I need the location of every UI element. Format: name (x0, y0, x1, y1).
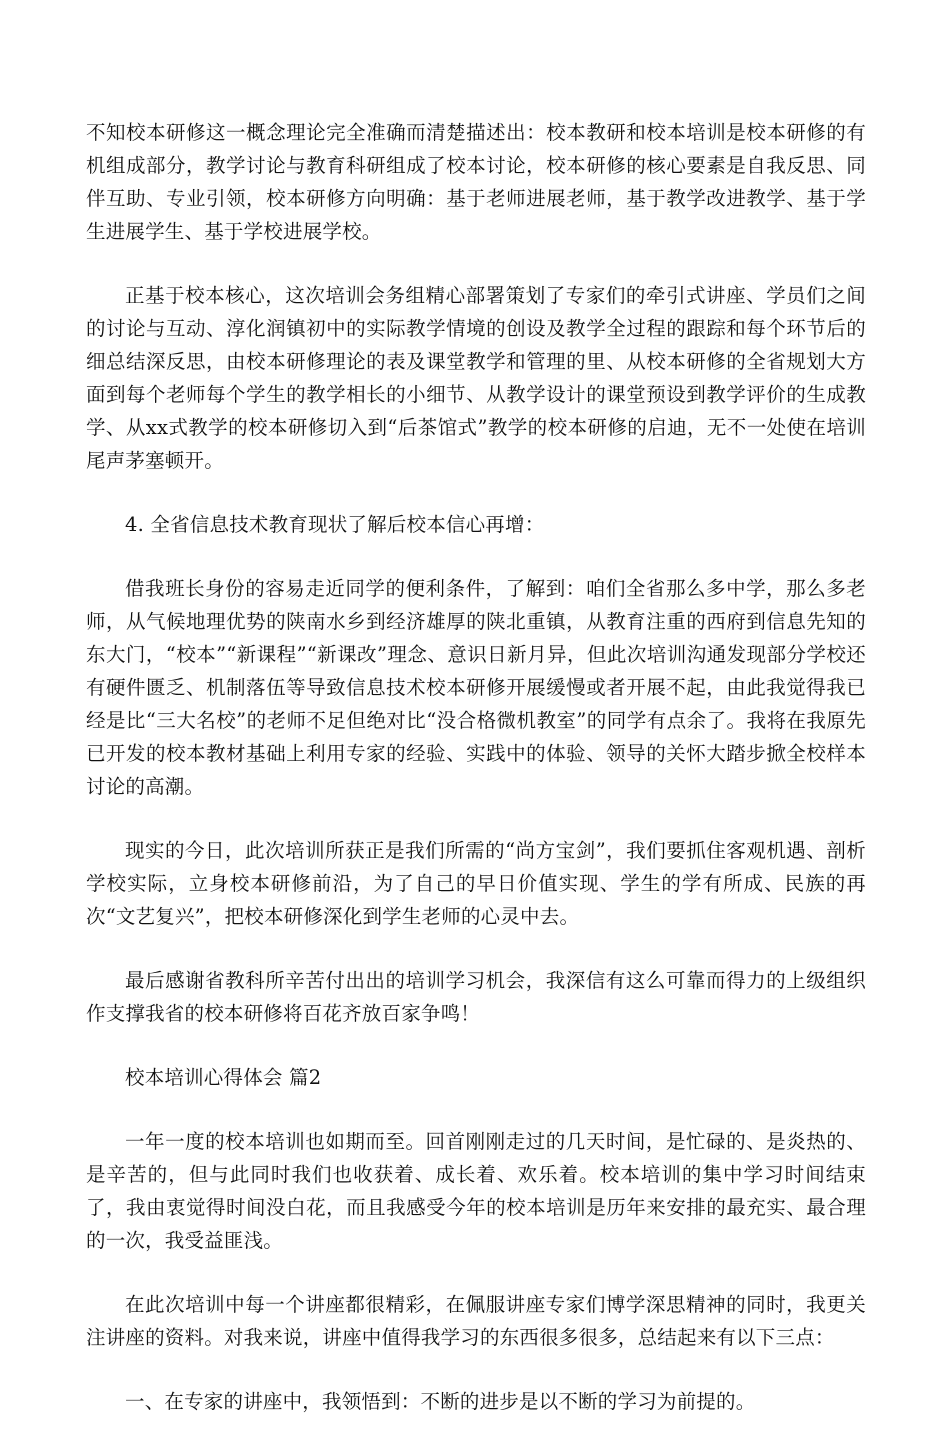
section-heading-4: 4. 全省信息技术教育现状了解后校本信心再增： (125, 513, 545, 536)
article-title-part-2: 校本培训心得体会 篇2 (125, 1066, 322, 1089)
document-page (86, 116, 866, 1449)
paragraph-5: 最后感谢省教科所辛苦付出出的培训学习机会，我深信有这么可靠而得力的上级组织作支撑我省的校本研修将百花齐放百家争鸣！ (86, 969, 866, 1025)
paragraph-2: 正基于校本核心，这次培训会务组精心部署策划了专家们的牵引式讲座、学员们之间的讨论与互动、淳化润镇初中的实际教学情境的创设及教学全过程的跟踪和每个环节后的细总结深反思，由校本研修理论的表及课堂教学和管理的里、从校本研修的全省规划大方面到每个老师每个学生的教学相长的小细节、从教学设计的课堂预设到教学评价的生成教学、从xx式教学的校本研修切入到“后茶馆式”教学的校本研修的启迪，无不一处使在培训尾声茅塞顿开。 (86, 284, 866, 472)
paragraph-4: 现实的今日，此次培训所获正是我们所需的“尚方宝剑”，我们要抓住客观机遇、剖析学校实际，立身校本研修前沿，为了自己的早日价值实现、学生的学有所成、民族的再次“文艺复兴”，把校本研修深化到学生老师的心灵中去。 (86, 839, 866, 928)
paragraph-6: 一年一度的校本培训也如期而至。回首刚刚走过的几天时间，是忙碌的、是炎热的、是辛苦的，但与此同时我们也收获着、成长着、欢乐着。校本培训的集中学习时间结束了，我由衷觉得时间没白花，而且我感受今年的校本培训是历年来安排的最充实、最合理的一次，我受益匪浅。 (86, 1130, 866, 1252)
paragraph-3: 借我班长身份的容易走近同学的便利条件，了解到：咱们全省那么多中学，那么多老师，从气候地理优势的陕南水乡到经济雄厚的陕北重镇，从教育注重的西府到信息先知的东大门，“校本”“新课程”“新课改”理念、意识日新月异，但此次培训沟通发现部分学校还有硬件匮乏、机制落伍等导致信息技术校本研修开展缓慢或者开展不起，由此我觉得我已经是比“三大名校”的老师不足但绝对比“没合格微机教室”的同学有点余了。我将在我原先已开发的校本教材基础上利用专家的经验、实践中的体验、领导的关怀大踏步掀全校样本讨论的高潮。 (86, 577, 866, 798)
paragraph-7: 在此次培训中每一个讲座都很精彩，在佩服讲座专家们博学深思精神的同时，我更关注讲座的资料。对我来说，讲座中值得我学习的东西很多很多，总结起来有以下三点： (86, 1293, 866, 1349)
paragraph-1: 不知校本研修这一概念理论完全准确而清楚描述出：校本教研和校本培训是校本研修的有机组成部分，教学讨论与教育科研组成了校本讨论，校本研修的核心要素是自我反思、同伴互助、专业引领，校本研修方向明确：基于老师进展老师，基于教学改进教学、基于学生进展学生、基于学校进展学校。 (86, 121, 866, 243)
paragraph-8: 一、在专家的讲座中，我领悟到：不断的进步是以不断的学习为前提的。 (125, 1390, 756, 1413)
